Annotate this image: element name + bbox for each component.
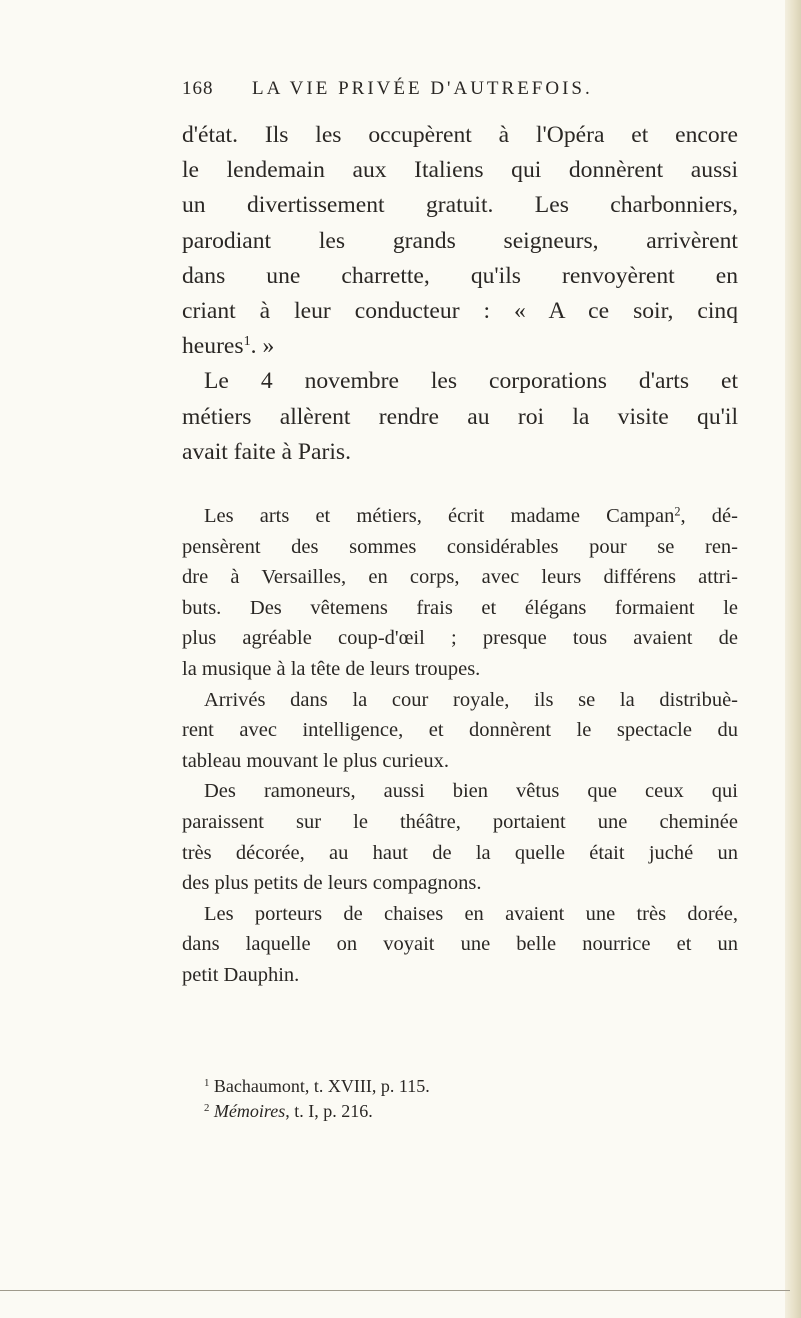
text-line: la musique à la tête de leurs troupes. — [182, 657, 481, 680]
footnote-mark: 2 — [204, 1101, 210, 1114]
quote-paragraph-2-end — [182, 746, 738, 777]
text-line: buts. Des vêtemens frais et élégans formaient le — [182, 596, 738, 619]
text-line: tableau mouvant le plus curieux. — [182, 749, 449, 772]
text-line: rent avec intelligence, et donnèrent le spectacle du — [182, 719, 738, 742]
text-line: . » — [250, 333, 275, 360]
text-line: avait faite à Paris. — [182, 438, 352, 465]
paragraph-2 — [182, 364, 738, 434]
footnote-ref-1: 1 — [243, 333, 251, 350]
paragraph-1-end — [182, 329, 738, 364]
paragraph-2-end — [182, 435, 738, 470]
running-header — [182, 78, 702, 100]
text-line: Le 4 novembre les corporations d'arts et — [204, 368, 738, 395]
text-line: très décorée, au haut de la quelle était juché un — [182, 841, 738, 864]
text-line: heures — [182, 333, 244, 360]
text-line: pensèrent des sommes considérables pour se ren- — [182, 535, 738, 558]
text-line: d'état. Ils les occupèrent à l'Opéra et encore — [182, 122, 738, 148]
quoted-passage — [182, 501, 738, 991]
quote-paragraph-1 — [182, 501, 738, 654]
text-line: criant à leur conducteur : « A ce soir, cinq — [182, 298, 738, 325]
page-number: 168 — [182, 78, 214, 99]
footnote-1 — [182, 1074, 738, 1099]
text-line: plus agréable coup-d'œil ; presque tous avaient de — [182, 627, 738, 650]
text-line: le lendemain aux Italiens qui donnèrent aussi — [182, 157, 738, 184]
text-line: parodiant les grands seigneurs, arrivèrent — [182, 227, 738, 254]
text-line: dans laquelle on voyait une belle nourrice et un — [182, 933, 738, 956]
quote-paragraph-3 — [182, 776, 738, 868]
text-line: un divertissement gratuit. Les charbonniers, — [182, 192, 738, 219]
text-line: métiers allèrent rendre au roi la visite qu'il — [182, 403, 738, 430]
text-line: petit Dauphin. — [182, 963, 300, 986]
page-edge — [785, 0, 801, 1318]
footnote-mark: 1 — [204, 1077, 210, 1090]
quote-paragraph-1-end — [182, 654, 738, 685]
footnote-text: Bachaumont, t. XVIII, p. 115. — [213, 1076, 430, 1096]
footnote-ref-2: 2 — [674, 504, 681, 519]
quote-paragraph-4-end — [182, 960, 738, 991]
quote-paragraph-3-end — [182, 868, 738, 899]
text-line: des plus petits de leurs compagnons. — [182, 872, 482, 895]
page-bottom-edge — [0, 1290, 790, 1291]
text-line: paraissent sur le théâtre, portaient une cheminée — [182, 810, 738, 833]
text-line: Les porteurs de chaises en avaient une très dorée, — [204, 902, 738, 925]
text-line: Les arts et métiers, écrit madame Campan — [204, 505, 675, 527]
text-line: Arrivés dans la cour royale, ils se la distribuè- — [204, 688, 738, 711]
main-text — [182, 118, 738, 470]
running-title: LA VIE PRIVÉE D'AUTREFOIS. — [252, 78, 593, 99]
text-line: , dé- — [680, 505, 738, 527]
quote-paragraph-4 — [182, 899, 738, 960]
text-line: dre à Versailles, en corps, avec leurs différens attri- — [182, 566, 738, 589]
paragraph-1 — [182, 118, 738, 329]
footnote-text: , t. I, p. 216. — [285, 1100, 373, 1121]
text-line: Des ramoneurs, aussi bien vêtus que ceux qui — [204, 780, 738, 803]
quote-paragraph-2 — [182, 685, 738, 746]
footnote-title: Mémoires — [213, 1100, 286, 1121]
footnote-2 — [182, 1099, 738, 1124]
footnotes — [182, 1074, 738, 1123]
text-line: dans une charrette, qu'ils renvoyèrent en — [182, 262, 738, 289]
